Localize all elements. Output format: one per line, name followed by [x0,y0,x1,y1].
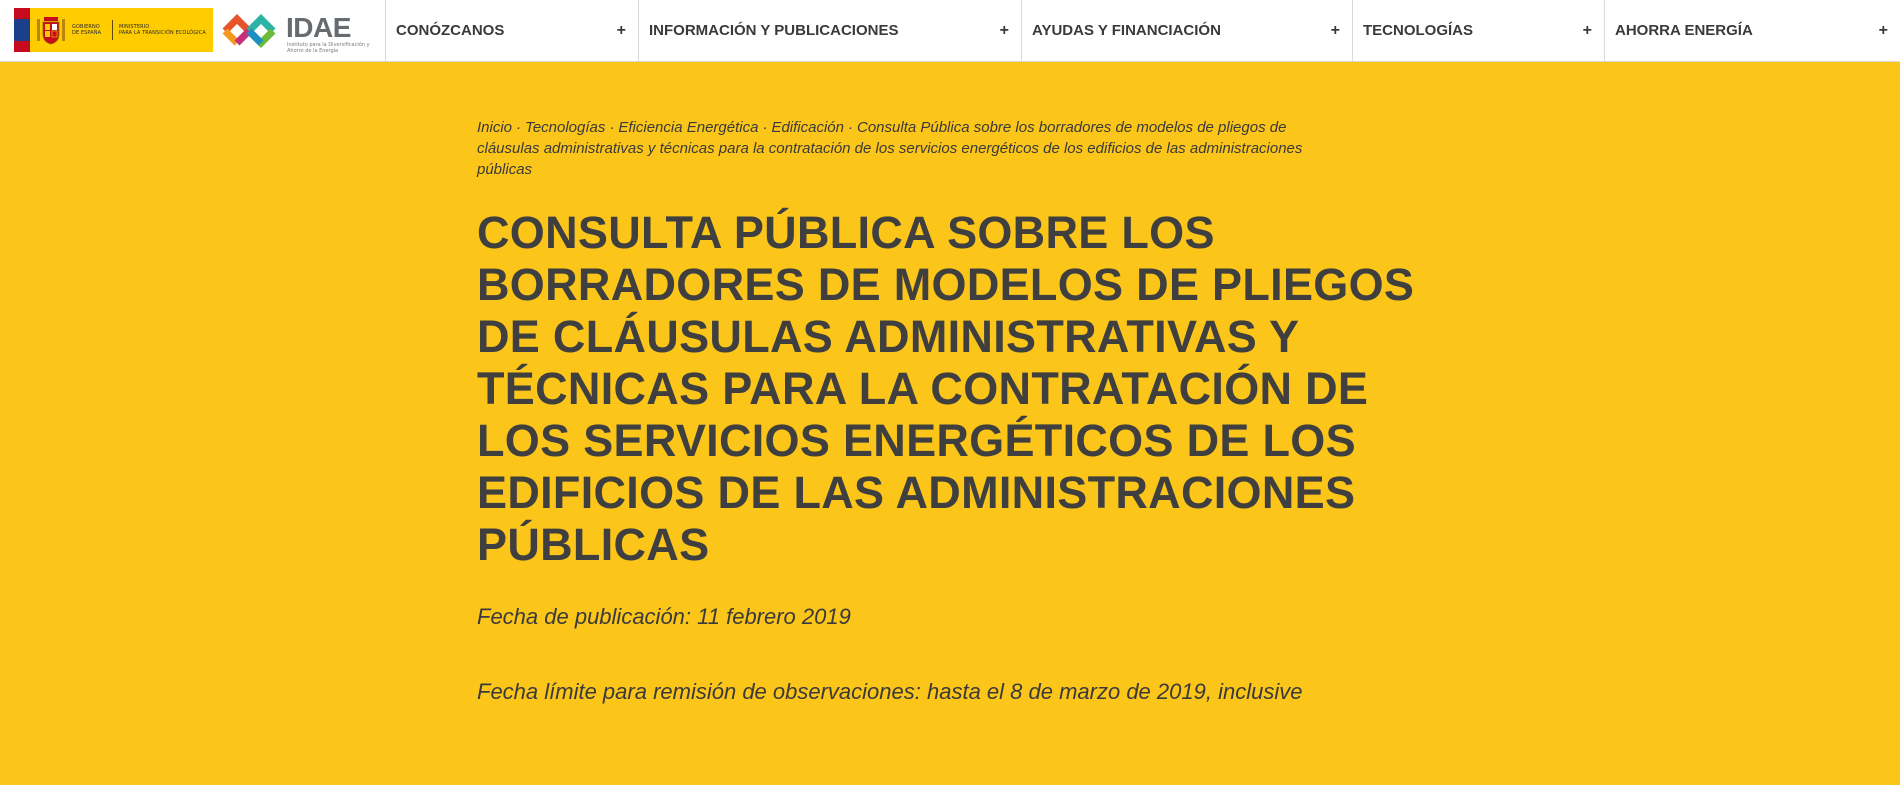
hero-section [0,62,1900,785]
gov-name-text: GOBIERNO DE ESPAÑA [72,24,102,36]
breadcrumb-item-inicio[interactable]: Inicio [477,119,513,136]
breadcrumb-item-edificacion[interactable]: Edificación [771,119,844,136]
breadcrumb-item-eficiencia-energetica[interactable]: Eficiencia Energética [618,119,759,136]
nav-item-tecnologias[interactable] [1352,0,1604,61]
nav-item-ayudas-financiacion[interactable] [1021,0,1352,61]
idae-mark-icon [219,6,279,56]
top-navigation-bar [0,0,1900,62]
plus-icon[interactable]: + [1878,21,1888,39]
nav-item-informacion-publicaciones[interactable] [638,0,1021,61]
breadcrumb-item-tecnologias[interactable]: Tecnologías [525,119,606,136]
government-logo[interactable] [14,8,213,52]
nav-item-label: INFORMACIÓN Y PUBLICACIONES [649,22,899,39]
idae-tagline: Instituto para la Diversificación y Ahorro de la Energía [287,42,370,54]
breadcrumb-current: Consulta Pública sobre los borradores de modelos de pliegos de cláusulas administrativas y técnicas para la contratación de los servicios energéticos de los edificios de las administraciones públicas [477,119,1303,178]
observation-deadline: Fecha límite para remisión de observaciones: hasta el 8 de marzo de 2019, inclusive [477,679,1303,704]
nav-item-ahorra-energia[interactable] [1604,0,1900,61]
nav-item-label: AYUDAS Y FINANCIACIÓN [1032,22,1221,39]
idae-logo[interactable] [219,6,384,56]
publication-date: Fecha de publicación: 11 febrero 2019 [477,604,851,629]
idae-wordmark: IDAE [286,12,351,43]
plus-icon[interactable]: + [1330,21,1340,39]
plus-icon[interactable]: + [616,21,626,39]
breadcrumb [477,117,1327,180]
nav-item-conozcanos[interactable] [385,0,638,61]
nav-item-label: CONÓZCANOS [396,22,505,39]
breadcrumb-separator: · [762,119,768,136]
breadcrumb-separator: · [516,119,522,136]
logo-area [0,0,385,61]
plus-icon[interactable]: + [1582,21,1592,39]
breadcrumb-separator: · [848,119,853,136]
ministry-name-text: MINISTERIO PARA LA TRANSICIÓN ECOLÓGICA [119,24,206,36]
breadcrumb-separator: · [609,119,615,136]
nav-item-label: TECNOLOGÍAS [1363,22,1474,39]
gov-logo-divider [112,20,113,40]
nav-item-label: AHORRA ENERGÍA [1615,22,1753,39]
plus-icon[interactable]: + [999,21,1009,39]
page-title: CONSULTA PÚBLICA SOBRE LOS BORRADORES DE MODELOS DE PLIEGOS DE CLÁUSULAS ADMINISTRATIVAS Y TÉCNICAS PARA LA CONTRATACIÓN DE LOS SERVICIOS ENERGÉTICOS DE LOS EDIFICIOS DE LAS ADMINISTRACIONES PÚBLICAS [477,207,1415,570]
coat-of-arms-icon [36,13,66,47]
spain-flag-strip [14,8,30,52]
